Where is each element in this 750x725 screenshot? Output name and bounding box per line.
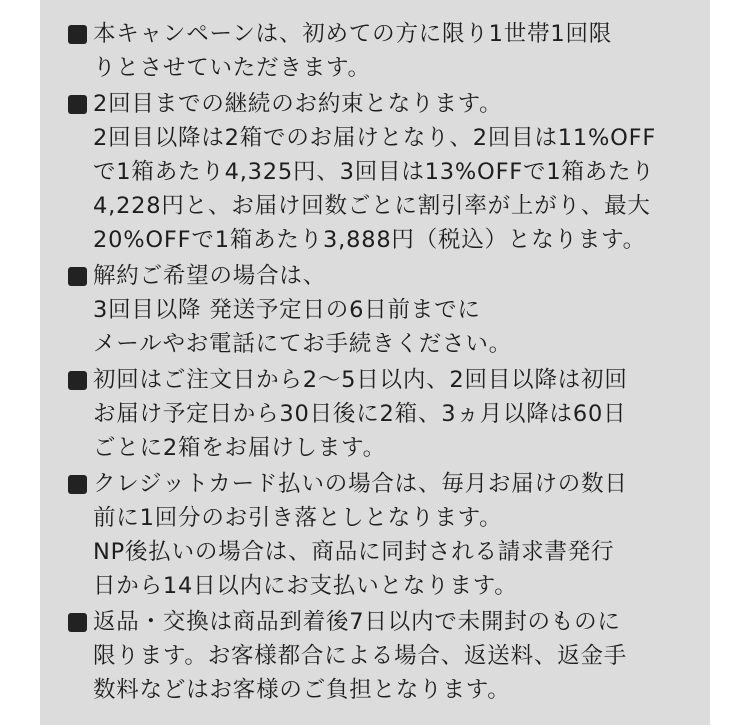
square-bullet-icon — [68, 267, 87, 286]
square-bullet-icon — [68, 371, 87, 390]
square-bullet-icon — [68, 95, 87, 114]
terms-item-one-per-household — [68, 17, 708, 85]
terms-item-returns — [68, 605, 708, 707]
terms-line: 前に1回分のお引き落としとなります。 — [93, 505, 503, 531]
terms-item-delivery-schedule — [68, 363, 708, 465]
square-bullet-icon — [68, 613, 87, 632]
terms-line: 20%OFFで1箱あたり3,888円（税込）となります。 — [93, 227, 646, 253]
terms-line: 2回目までの継続のお約束となります。 — [93, 91, 503, 117]
terms-line: 4,228円と、お届け回数ごとに割引率が上がり、最大 — [93, 193, 651, 219]
square-bullet-icon — [68, 475, 87, 494]
terms-line: 3回目以降 発送予定日の6日前までに — [93, 297, 481, 323]
terms-line: りとさせていただきます。 — [93, 55, 371, 81]
terms-line: で1箱あたり4,325円、3回目は13%OFFで1箱あたり — [93, 159, 655, 185]
terms-line: 数料などはお客様のご負担となります。 — [93, 677, 511, 703]
terms-line: クレジットカード払いの場合は、毎月お届けの数日 — [93, 471, 628, 497]
terms-line: 返品・交換は商品到着後7日以内で未開封のものに — [93, 609, 621, 635]
campaign-terms-panel — [40, 0, 710, 725]
square-bullet-icon — [68, 25, 87, 44]
terms-line: メールやお電話にてお手続きください。 — [93, 331, 512, 357]
terms-line: 解約ご希望の場合は、 — [93, 263, 327, 289]
terms-line: 2回目以降は2箱でのお届けとなり、2回目は11%OFF — [93, 125, 657, 151]
terms-item-cancellation — [68, 259, 708, 361]
terms-line: お届け予定日から30日後に2箱、3ヵ月以降は60日 — [93, 401, 627, 427]
terms-line: ごとに2箱をお届けします。 — [93, 435, 386, 461]
terms-line: 本キャンペーンは、初めての方に限り1世帯1回限 — [93, 21, 613, 47]
terms-line: 限ります。お客様都合による場合、返送料、返金手 — [93, 643, 628, 669]
terms-line: 日から14日以内にお支払いとなります。 — [93, 573, 518, 599]
terms-list — [68, 17, 708, 709]
terms-item-payment — [68, 467, 708, 603]
terms-line: 初回はご注文日から2〜5日以内、2回目以降は初回 — [93, 367, 628, 393]
terms-line: NP後払いの場合は、商品に同封される請求書発行 — [93, 539, 615, 565]
terms-item-continuation-commitment — [68, 87, 708, 257]
